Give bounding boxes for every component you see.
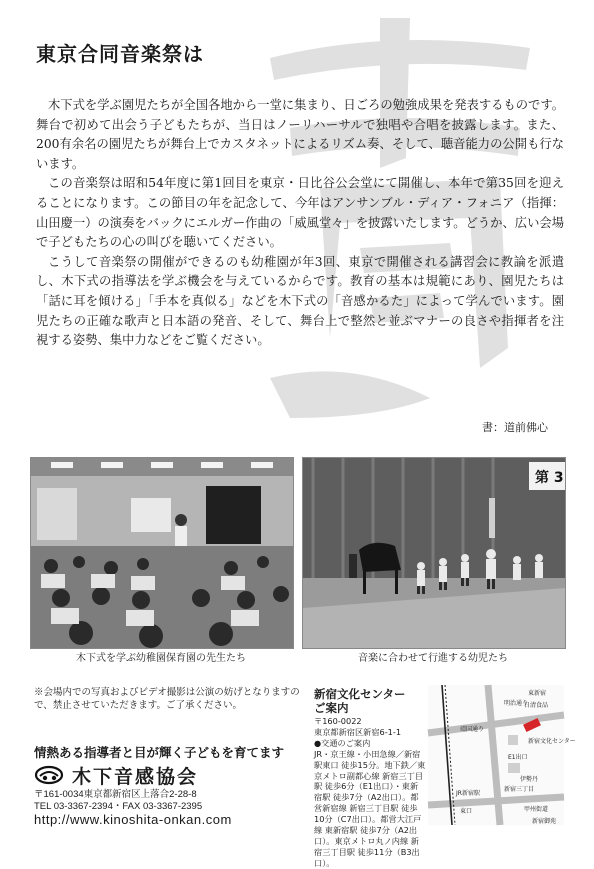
map-label-koshu: 甲州街道 bbox=[524, 806, 549, 813]
map-label-isetan: 伊勢丹 bbox=[520, 776, 539, 783]
venue-map bbox=[428, 685, 576, 825]
map-label-sanchome: 新宿三丁目 bbox=[504, 786, 535, 793]
map-label-e1: E1出口 bbox=[508, 754, 528, 761]
map-label-higashi-shinjuku: 東新宿 bbox=[528, 690, 547, 697]
org-slogan: 情熱ある指導者と目が輝く子どもを育てます bbox=[34, 745, 285, 760]
map-label-gyoen: 新宿御苑 bbox=[532, 818, 557, 825]
paragraph: 木下式を学ぶ園児たちが全国各地から一堂に集まり、日ごろの勉強成果を発表するものです。舞台で初めて出会う子どもたちが、当日はノーリハーサルで独唱や合唱を披露します。また、200有余名の園児たちが舞台上でカスタネットによるリズム奏、そして、聴音能力の公開も行ないます。 bbox=[36, 98, 564, 171]
venue-name: 新宿文化センター bbox=[314, 687, 406, 701]
paragraph: この音楽祭は昭和54年度に第1回目を東京・日比谷公会堂にて開催し、本年で第35回を迎えることになります。この節目の年を記念して、今年はアンサンブル・ディア・フォニア（指揮：山田慶一）の演奏をバックにエルガー作曲の「威風堂々」を披露いたします。どうか、広い会場で子どもたちの心の叫びを聴いてください。 bbox=[36, 176, 564, 250]
calligraphy-credit: 書：道前佛心 bbox=[482, 421, 548, 434]
stage-banner-text: 第 3 bbox=[535, 470, 564, 486]
paragraph: こうして音楽祭の開催ができるのも幼稚園が年3回、東京で開催される講習会に教論を派遣し、木下式の指導法を学ぶ機会を与えているからです。教育の基本は規範にあり、園児たちは「話に耳を傾ける」「手本を真似る」などを木下式の「音感かるた」によって学んでいます。園児たちの正確な歌声と日本語の発音、そして、舞台上で整然と並ぶマナーの良さや指揮者を注視する姿勢、集中力などをご覧ください。 bbox=[36, 254, 564, 348]
org-contact bbox=[34, 789, 202, 813]
org-website-link[interactable]: http://www.kinoshita-onkan.com bbox=[34, 812, 232, 827]
page-title: 東京合同音楽祭は bbox=[36, 42, 204, 66]
music-note-logo-icon bbox=[34, 765, 68, 785]
org-name: 木下音感協会 bbox=[72, 765, 199, 788]
venue-heading bbox=[314, 687, 406, 715]
children-photo-caption: 音楽に合わせて行進する幼児たち bbox=[358, 653, 508, 664]
intro-body bbox=[36, 96, 564, 351]
map-label-jr: JR新宿駅 bbox=[456, 790, 480, 797]
venue-address: 東京都新宿区新宿6-1-1 bbox=[314, 726, 402, 737]
map-label-yasukuni: 靖国通り bbox=[460, 726, 485, 733]
venue-access-info bbox=[314, 716, 426, 869]
teachers-photo-caption: 木下式を学ぶ幼稚園保育園の先生たち bbox=[76, 653, 246, 664]
org-logo bbox=[34, 764, 198, 786]
map-label-center: 新宿文化センター bbox=[528, 738, 576, 745]
children-stage-photo bbox=[302, 457, 566, 649]
access-heading: ●交通のご案内 bbox=[314, 737, 371, 748]
map-label-meiji: 明治通り bbox=[504, 700, 529, 707]
venue-postal: 〒160-0022 bbox=[314, 716, 362, 726]
org-phone-fax: TEL 03-3367-2394・FAX 03-3367-2395 bbox=[34, 801, 203, 812]
map-label-higashi: 東口 bbox=[460, 808, 473, 815]
teachers-photo bbox=[30, 457, 294, 649]
access-details: JR・京王線・小田急線／新宿駅東口 徒歩15分。地下鉄／東京メトロ副都心線 新宿三丁目駅 徒歩6分（E1出口）・東新宿駅 徒歩7分（A2出口）。都営新宿線 新宿三丁目駅 徒歩10分（C7出口）。都営大江戸線 東新宿駅 徒歩7分（A2出口）。東京メトロ丸ノ内線 新宿三丁目駅 徒歩11分（B3出口）。 bbox=[314, 748, 426, 868]
photo-prohibition-notice: ※会場内での写真およびビデオ撮影は公演の妨げとなりますので、禁止させていただきます。ご了承ください。 bbox=[34, 687, 300, 711]
venue-guide-label: ご案内 bbox=[314, 701, 349, 715]
map-label-nisshin: 日清食品 bbox=[524, 702, 549, 709]
org-address: 〒161-0034東京都新宿区上落合2-28-8 bbox=[34, 789, 197, 800]
